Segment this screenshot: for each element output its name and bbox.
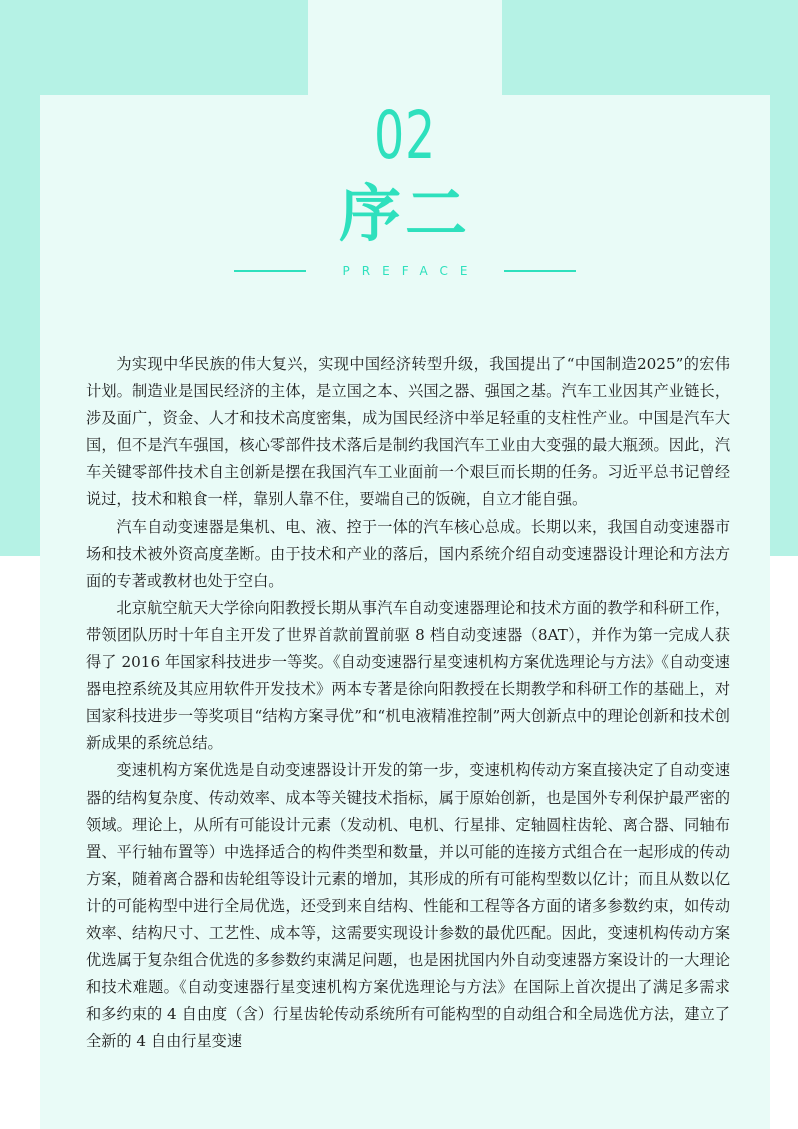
- chapter-title: 序二: [338, 177, 471, 250]
- left-divider-line: [234, 270, 306, 272]
- paragraph-2: 汽车自动变速器是集机、电、液、控于一体的汽车核心总成。长期以来，我国自动变速器市场和技术被外资高度垄断。由于技术和产业的落后，国内系统介绍自动变速器设计理论和方法方面的专著或教材也处于空白。: [86, 517, 730, 590]
- chapter-number: 02: [374, 97, 436, 174]
- preface-label: PREFACE: [342, 264, 480, 278]
- paragraph-4: 变速机构方案优选是自动变速器设计开发的第一步，变速机构传动方案直接决定了自动变速器的结构复杂度、传动效率、成本等关键技术指标，属于原始创新，也是国外专利保护最严密的领域。理论上，从所有可能设计元素（发动机、电机、行星排、定轴圆柱齿轮、离合器、同轴布置、平行轴布置等）中选择适合的构件类型和数量，并以可能的连接方式组合在一起形成的传动方案，随着离合器和齿轮组等设计元素的增加，其形成的所有可能构型数以亿计；而且从数以亿计的可能构型中进行全局优选，还受到来自结构、性能和工程等各方面的诸多参数约束，如传动效率、结构尺寸、工艺性、成本等，这需要实现设计参数的最优匹配。因此，变速机构传动方案优选属于复杂组合优选的多参数约束满足问题，也是困扰国内外自动变速器方案设计的一大理论和技术难题。《自动变速器行星变速机构方案优选理论与方法》在国际上首次提出了满足多需求和多约束的 4 自由度（含）行星齿轮传动系统所有可能构型的自动组合和全局选优方法，建立了全新的 4 自由行星变速: [86, 761, 730, 1051]
- right-divider-line: [504, 270, 576, 272]
- paragraph-3: 北京航空航天大学徐向阳教授长期从事汽车自动变速器理论和技术方面的教学和科研工作，带领团队历时十年自主开发了世界首款前置前驱 8 档自动变速器（8AT），并作为第一完成人获得了 2016 年国家科技进步一等奖。《自动变速器行星变速机构方案优选理论与方法》《自动变速器电控系统及其应用软件开发技术》两本专著是徐向阳教授在长期教学和科研工作的基础上，对国家科技进步一等奖项目“结构方案寻优”和“机电液精准控制”两大创新点中的理论创新和技术创新成果的系统总结。: [86, 598, 730, 753]
- paragraph-1: 为实现中华民族的伟大复兴，实现中国经济转型升级，我国提出了“中国制造2025”的宏伟计划。制造业是国民经济的主体，是立国之本、兴国之器、强国之基。汽车工业因其产业链长，涉及面广，资金、人才和技术高度密集，成为国民经济中举足轻重的支柱性产业。中国是汽车大国，但不是汽车强国，核心零部件技术落后是制约我国汽车工业由大变强的最大瓶颈。因此，汽车关键零部件技术自主创新是摆在我国汽车工业面前一个艰巨而长期的任务。习近平总书记曾经说过，技术和粮食一样，靠别人靠不住，要端自己的饭碗，自立才能自强。: [86, 355, 730, 509]
- body-text: [86, 351, 730, 1055]
